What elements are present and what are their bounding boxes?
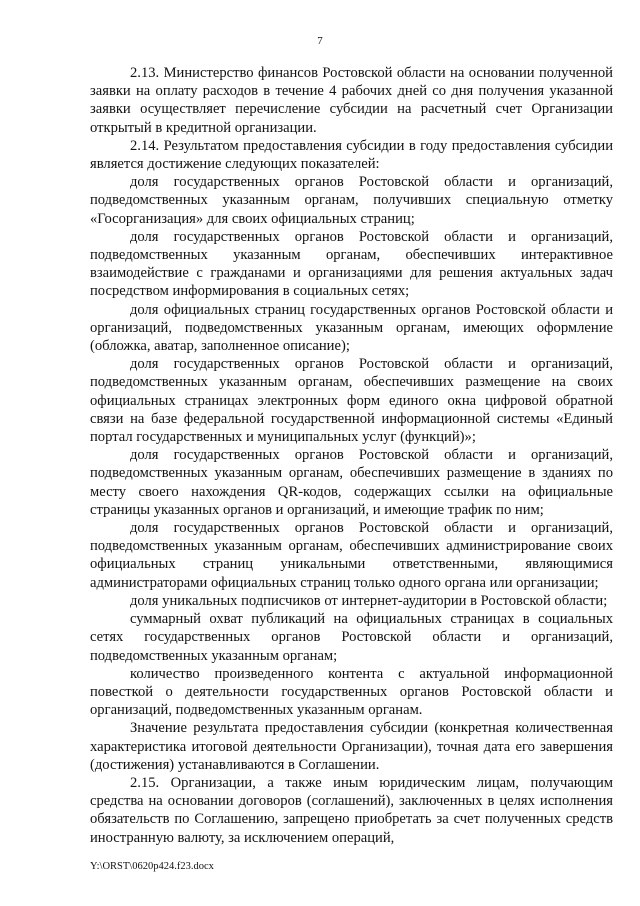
paragraph-2-14: 2.14. Результатом предоставления субсидии в году предоставления субсидии является достижение следующих показателей: <box>90 137 613 173</box>
indicator-reach: суммарный охват публикаций на официальных страницах в социальных сетях государственных органов Ростовской области и организаций, подведомственных указанным органам; <box>90 611 613 664</box>
paragraph-result-value: Значение результата предоставления субсидии (конкретная количественная характеристика итоговой деятельности Организации), точная дата его завершения (достижения) устанавливаются в Соглашении. <box>90 720 613 773</box>
footer-file-path: Y:\ORST\0620p424.f23.docx <box>90 861 214 872</box>
indicator-design: доля официальных страниц государственных органов Ростовской области и организаций, подведомственных указанным органам, имеющих оформление (обложка, аватар, заполненное описание); <box>90 301 613 355</box>
indicator-subscribers: доля уникальных подписчиков от интернет-аудитории в Ростовской области; <box>130 592 608 609</box>
indicator-qr-codes: доля государственных органов Ростовской области и организаций, подведомственных указанным органам, обеспечивших размещение в зданиях по месту своего нахождения QR-кодов, содержащих ссылки на официальные страницы указанных органов и организаций, и имеющие трафик по ним; <box>90 447 613 518</box>
indicator-content: количество произведенного контента с актуальной информационной повесткой о деятельности государственных органов Ростовской области и организаций, подведомственных указанным органам. <box>90 665 613 719</box>
indicator-interactive: доля государственных органов Ростовской области и организаций, подведомственных указанным органам, обеспечивших интерактивное взаимодействие с гражданами и организациями для решения актуальных задач посредством информирования в социальных сетях; <box>90 228 613 300</box>
document-body <box>90 64 613 847</box>
paragraph-2-15: 2.15. Организации, а также иным юридическим лицам, получающим средства на основании договоров (соглашений), заключенных в целях исполнения обязательств по Соглашению, запрещено приобретать за счет полученных средств иностранную валюту, за исключением операций, <box>90 774 613 846</box>
indicator-gosorganizatsiya: доля государственных органов Ростовской области и организаций, подведомственных указанным органам, получивших специальную отметку «Госорганизация» для своих официальных страниц; <box>90 174 613 227</box>
page-number: 7 <box>317 35 323 47</box>
indicator-feedback-forms: доля государственных органов Ростовской области и организаций, подведомственных указанным органам, обеспечивших размещение на своих официальных страницах электронных форм единого окна цифровой обратной связи на базе федеральной государственной информационной системы «Единый портал государственных и муниципальных услуг (функций)»; <box>90 356 613 446</box>
paragraph-2-13: 2.13. Министерство финансов Ростовской области на основании полученной заявки на оплату расходов в течение 4 рабочих дней со дня получения указанной заявки осуществляет перечисление субсидии на расчетный счет Организации открытый в кредитной организации. <box>90 65 613 136</box>
indicator-administrators: доля государственных органов Ростовской области и организаций, подведомственных указанным органам, обеспечивших администрирование своих официальных страниц уникальными ответственными, являющимися администраторами официальных страниц только одного органа или организации; <box>90 520 613 591</box>
